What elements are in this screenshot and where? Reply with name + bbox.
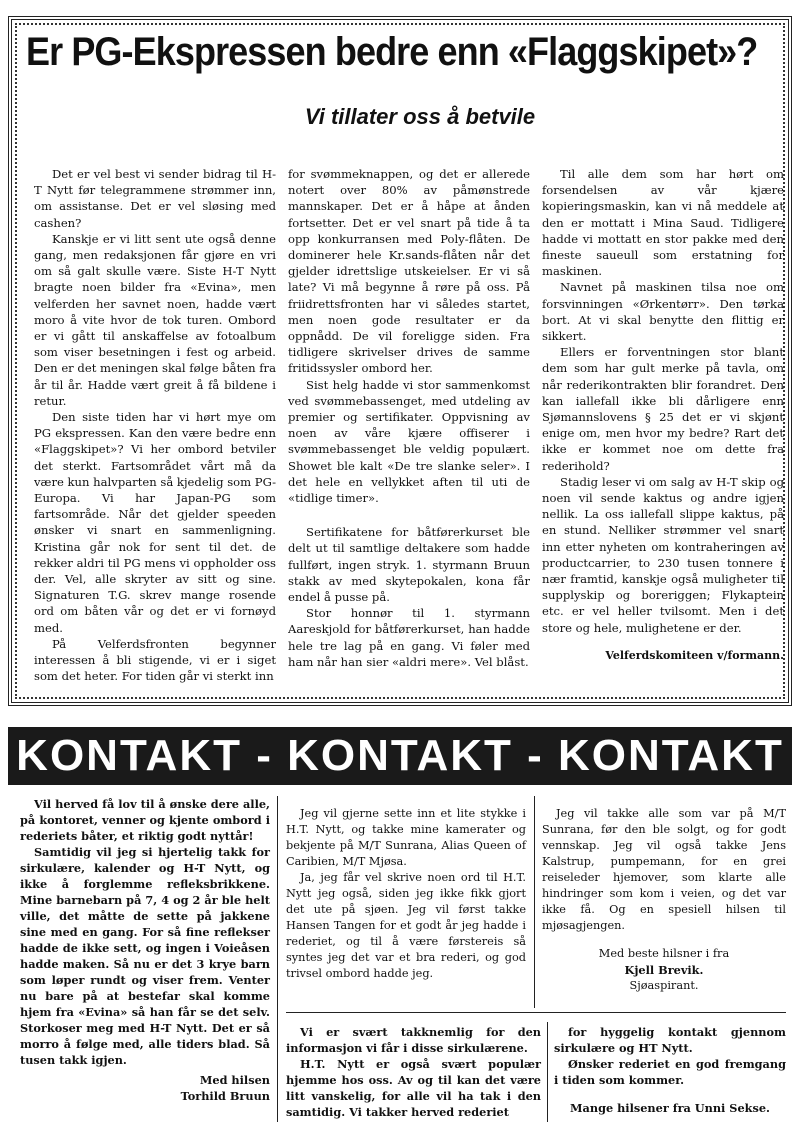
article-column-2 [288, 166, 530, 696]
letter-m-t-sunrana [286, 806, 526, 982]
paragraph: Stadig leser vi om salg av H-T skip og noen vil sende kaktus og andre igjen nellik. La oss iallefall slippe kaktus, på en stund. Nelliker strømmer vel snart inn etter nyheten om kontraheringen av productcarrier, to 230 tusen tonnere i nær framtid, kanskje også muligheter til supplyskip og boreriggen; Flykaptein etc. er vel heller tvilsomt. Men i det store og hele, mulighetene er der. [542, 474, 784, 635]
paragraph: Samtidig vil jeg si hjertelig takk for sirkulære, kalender og H-T Nytt, og ikke å forglemme refleksbrikkene. Mine barnebarn på 7, 4 og 2 år ble helt ville, det måtte de sette på jakkene sine med en gang. For så fine reflekser hadde de ikke sett, og ingen i Voieåsen hadde maken. Så nu er det 3 krye barn som løper rundt og viser frem. Venter nu bare på at bestefar skal komme hjem fra «Evina» så han får se det selv. Storkoser meg med H-T Nytt. Det er så morro å følge med, alle tiders blad. Så tusen takk igjen. [20, 845, 270, 1067]
column-divider [547, 1022, 548, 1122]
paragraph: Sist helg hadde vi stor sammenkomst ved svømmebassenget, med utdeling av premier og sertifikater. Oppvisning av noen av våre kjære offiserer i svømmebassenget ble veldig populært. Showet ble kalt «De tre slanke seler». I det hele en vellykket aften til uti de «tidlige timer». [288, 377, 530, 506]
kontakt-banner: KONTAKT - KONTAKT - KONTAKT [8, 727, 792, 785]
article-columns [34, 166, 784, 696]
paragraph: Stor honnør til 1. styrmann Aareskjold for båtførerkurset, han hadde hele tre lag på en gang. Vi føler med ham når han sier «aldri mere». Vel blåst. [288, 606, 530, 669]
article-headline: Er PG-Ekspressen bedre enn «Flaggskipet»? [26, 30, 758, 74]
paragraph: Ja, jeg får vel skrive noen ord til H.T. Nytt jeg også, siden jeg ikke fikk gjort det ute på sjøen. Jeg vil først takke Hansen Tangen for et godt år jeg hadde i rederiet, og til å være førstereis så syntes jeg det var et bra rederi, og god trivsel ombord hadde jeg. [286, 871, 526, 980]
paragraph: Ønsker rederiet en god fremgang i tiden som kommer. [554, 1057, 786, 1087]
column-divider [534, 796, 535, 1008]
letter-signoff: Med hilsen [199, 1073, 270, 1087]
paragraph: På Velferdsfronten begynner interessen å bli stigende, vi er i siget som det heter. For tiden går vi sterkt inn [34, 636, 276, 684]
paragraph: Til alle dem som har hørt om forsendelsen av vår kjære kopieringsmaskin, kan vi nå meddele at den er mottatt i Mina Saud. Tidligere hadde vi mottatt en stor pakke med den fineste saueull som erstatning for maskinen. [542, 167, 784, 279]
paragraph: for hyggelig kontakt gjennom sirkulære og HT Nytt. [554, 1025, 786, 1055]
article-box [8, 16, 792, 706]
letter-unni-sekse [554, 1024, 786, 1116]
letter-signer: Torhild Bruun [180, 1089, 270, 1103]
paragraph: Vil herved få lov til å ønske dere alle, på kontoret, venner og kjente ombord i rederiets båter, et riktig godt nyttår! [20, 797, 270, 843]
paragraph: H.T. Nytt er også svært populær hjemme hos oss. Av og til kan det være litt vanskelig, for alle vil ha tak i den samtidig. Vi takker herved rederiet [286, 1057, 541, 1119]
letter-kjell-brevik [542, 806, 786, 994]
paragraph: Den siste tiden har vi hørt mye om PG ekspressen. Kan den være bedre enn «Flaggskipet»? Vi her ombord betviler det sterkt. Fartsområdet vårt må da være kun halvparten så kjedelig som PG-Europa. Vi har Japan-PG som fartsområde. Når det gjelder speeden ønsker vi snart en sammenligning. Kristina går nok for sent til det. de rekker aldri til PG mens vi oppholder oss der. Vel, alle skryter av sitt og sine. Signaturen T.G. skrev mange rosende ord om båten vår og det er vi fornøyd med. [34, 410, 276, 635]
letter-torhild-bruun [20, 796, 270, 1121]
article-column-1 [34, 166, 276, 696]
letter-anonymous-1 [286, 1024, 541, 1120]
paragraph: Det er vel best vi sender bidrag til H-T Nytt før telegrammene strømmer inn, om assistanse. Det er vel sløsing med cashen? [34, 167, 276, 230]
letter-signer: Kjell Brevik. [624, 963, 704, 977]
letter-signer-title: Sjøaspirant. [629, 979, 699, 992]
paragraph: Ellers er forventningen stor blant dem som har gult merke på tavla, om når rederikontrakten blir forandret. Den kan iallefall ikke bli dårligere enn Sjømannslovens § 25 det er vi skjønt enige om, men hvor my bedre? Rart det ikke er kommet noe om dette fra rederihold? [542, 345, 784, 473]
article-signature: Velferdskomiteen v/formann. [605, 648, 784, 662]
paragraph: Navnet på maskinen tilsa noe om forsvinningen «Ørkentørr». Den tørka bort. At vi skal benytte den flittig er sikkert. [542, 280, 784, 344]
article-subheadline: Vi tillater oss å betvile [304, 104, 536, 129]
letter-signoff: Med beste hilsner i fra [598, 947, 730, 960]
letter-signer: Mange hilsener fra Unni Sekse. [570, 1101, 770, 1115]
section-divider [286, 1012, 786, 1013]
column-divider [277, 796, 278, 1122]
paragraph: Jeg vil gjerne sette inn et lite stykke i H.T. Nytt, og takke mine kamerater og bekjente på M/T Sunrana, Alias Queen of Caribien, M/T Mjøsa. [286, 807, 526, 868]
article-column-3 [542, 166, 784, 696]
contact-section [14, 796, 790, 1126]
paragraph: Vi er svært takknemlig for den informasjon vi får i disse sirkulærene. [286, 1025, 541, 1055]
paragraph: Kanskje er vi litt sent ute også denne gang, men redaksjonen får gjøre en vri om så galt skulle være. Siste H-T Nytt bragte noen bilder fra «Evina», men velferden her savnet noen, hadde vært moro å vite hvor de tok turen. Ombord er vi gått til anskaffelse av fotoalbum som viser besetningen i fest og arbeid. Den er det meningen skal følge båten fra år til år. Hadde vært greit å få bildene i retur. [34, 231, 276, 408]
paragraph: Jeg vil takke alle som var på M/T Sunrana, før den ble solgt, og for godt vennskap. Jeg vil også takke Jens Kalstrup, pumpemann, for en grei reiseleder hjemover, som klarte alle hindringer som kom i veien, og det var ikke få. Og en spesiell hilsen til mjøsagjengen. [542, 807, 786, 932]
paragraph: Sertifikatene for båtførerkurset ble delt ut til samtlige deltakere som hadde fullført, ingen stryk. 1. styrmann Bruun stakk av med skytepokalen, kona får endel å pusse på. [288, 525, 530, 605]
paragraph: for svømmeknappen, og det er allerede notert over 80% av påmønstrede mannskaper. Det er å håpe at ånden fortsetter. Det er vel snart på tide å ta opp konkurransen med Poly-flåten. De dominerer hele Kr.sands-flåten når det gjelder idrettslige utskeielser. Er vi så late? Vi må begynne å røre på oss. På friidrettsfronten har vi således startet, men noen gode resultater er da oppnådd. De vil foreligge siden. Fra tidligere skrivelser drives de samme fritidssysler ombord her. [288, 167, 530, 376]
